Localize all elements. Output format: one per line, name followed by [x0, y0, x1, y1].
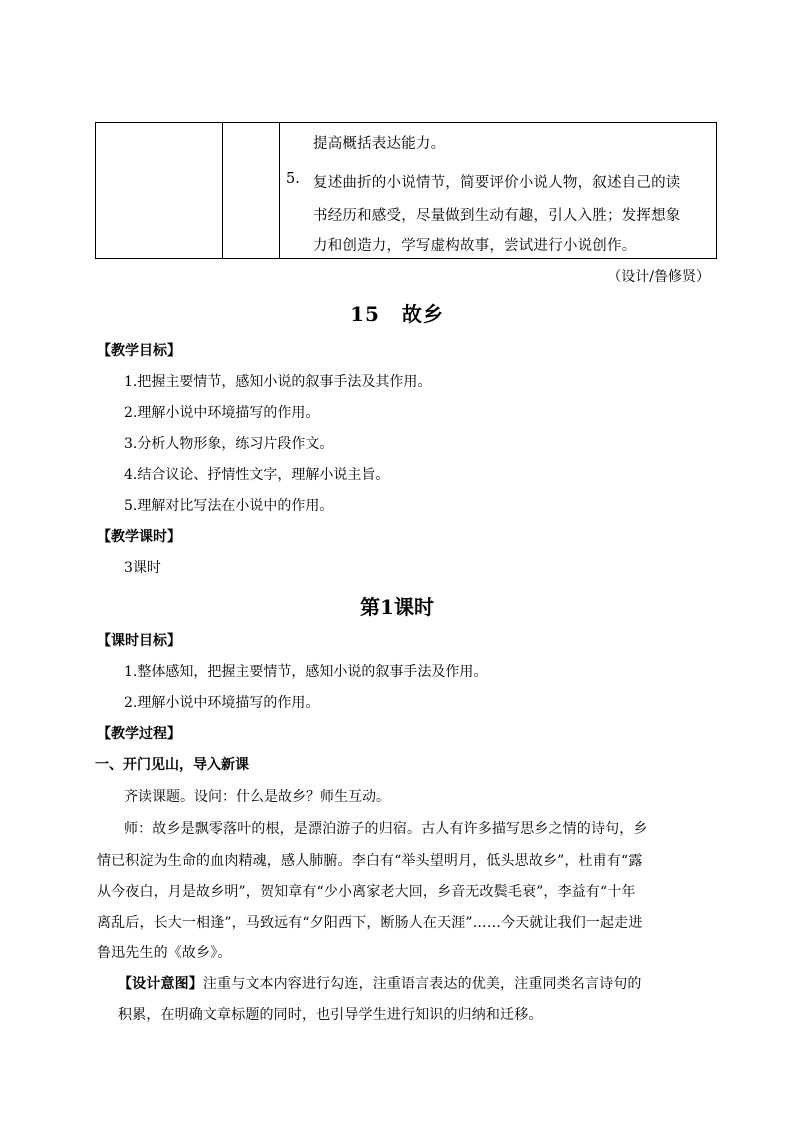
table-text-line: 力和创造力，学写虚构故事，尝试进行小说创作。 — [313, 238, 637, 254]
period-goal-item: 1.整体感知，把握主要情节，感知小说的叙事手法及作用。 — [124, 664, 488, 680]
goal-item: 4.结合议论、抒情性文字，理解小说主旨。 — [124, 467, 390, 483]
period-goal-item: 2.理解小说中环境描写的作用。 — [124, 695, 320, 711]
design-intent-text: 注重与文本内容进行勾连，注重语言表达的优美，注重同类名言诗句的 — [202, 976, 642, 992]
section-heading-process: 【教学过程】 — [97, 726, 181, 742]
lesson-title — [0, 298, 794, 327]
design-intent-line — [118, 973, 642, 993]
goal-item: 2.理解小说中环境描写的作用。 — [124, 405, 320, 421]
paragraph-line: 师：故乡是飘零落叶的根，是漂泊游子的归宿。古人有许多描写思乡之情的诗句，乡 — [124, 821, 648, 837]
lesson-number: 15 — [350, 302, 380, 326]
lesson-table-fragment — [95, 122, 717, 259]
goal-item: 1.把握主要情节，感知小说的叙事手法及其作用。 — [124, 374, 432, 390]
step-heading: 一、开门见山，导入新课 — [95, 757, 249, 773]
section-heading-period-goals: 【课时目标】 — [97, 633, 181, 649]
table-text-line: 复述曲折的小说情节，简要评价小说人物，叙述自己的读 — [313, 175, 681, 191]
period-title: 第1课时 — [360, 595, 434, 619]
table-text-line: 提高概括表达能力。 — [313, 136, 446, 152]
section-heading-goals: 【教学目标】 — [97, 343, 181, 359]
paragraph-line: 离乱后，长大一相逢”，马致远有“夕阳西下，断肠人在天涯”……今天就让我们一起走进 — [97, 915, 643, 931]
paragraph-line: 情已积淀为生命的血肉精魂，感人肺腑。李白有“举头望明月，低头思故乡”，杜甫有“露 — [97, 853, 643, 869]
goal-item: 5.理解对比写法在小说中的作用。 — [124, 498, 334, 514]
hours-value: 3课时 — [124, 560, 161, 576]
design-credit: （设计/鲁修贤） — [607, 269, 710, 285]
paragraph-line: 从今夜白，月是故乡明”，贺知章有“少小离家老大回，乡音无改鬓毛衰”，李益有“十年 — [97, 884, 636, 900]
paragraph-line: 鲁迅先生的《故乡》。 — [97, 945, 232, 961]
paragraph-line: 齐读课题。设问：什么是故乡？师生互动。 — [124, 789, 390, 805]
table-text-line: 书经历和感受，尽量做到生动有趣，引人入胜；发挥想象 — [313, 208, 681, 224]
table-divider — [222, 123, 223, 258]
design-intent-line: 积累，在明确文章标题的同时，也引导学生进行知识的归纳和迁移。 — [118, 1007, 543, 1023]
design-intent-label: 【设计意图】 — [118, 976, 203, 992]
section-heading-hours: 【教学课时】 — [97, 529, 181, 545]
lesson-name: 故乡 — [401, 302, 444, 326]
goal-item: 3.分析人物形象，练习片段作文。 — [124, 436, 334, 452]
table-cell-content — [279, 123, 716, 258]
list-number: 5. — [286, 171, 300, 187]
